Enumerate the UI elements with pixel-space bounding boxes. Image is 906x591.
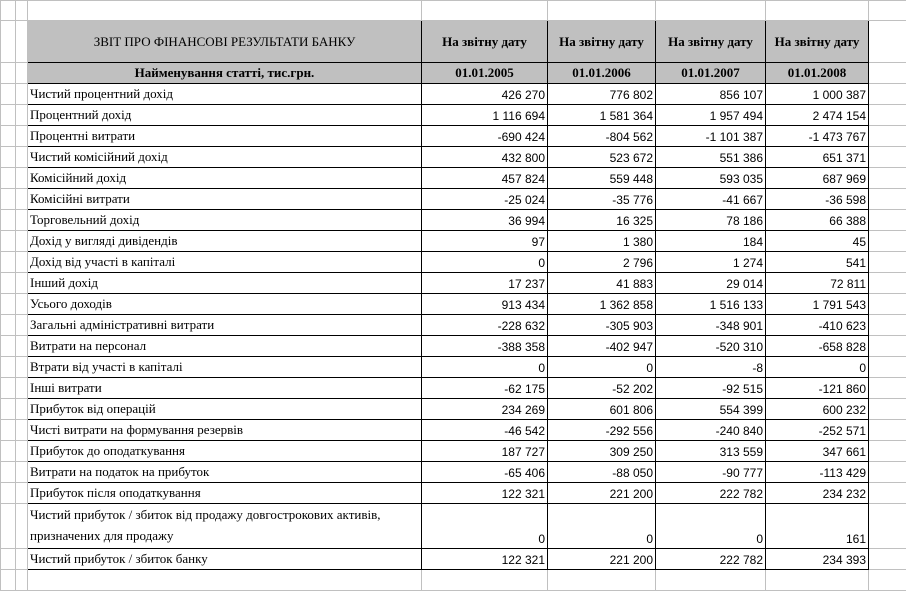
value-cell[interactable]: 2 796 — [548, 252, 656, 273]
empty-row — [1, 570, 906, 591]
cell[interactable] — [16, 504, 28, 549]
cell[interactable] — [869, 441, 906, 462]
cell[interactable] — [869, 294, 906, 315]
value-cell[interactable]: 0 — [548, 504, 656, 549]
cell[interactable] — [766, 570, 869, 591]
value-cell[interactable]: 457 824 — [422, 168, 548, 189]
cell[interactable] — [1, 231, 16, 252]
cell[interactable] — [16, 462, 28, 483]
cell[interactable] — [1, 336, 16, 357]
cell[interactable] — [16, 315, 28, 336]
value-cell[interactable]: -25 024 — [422, 189, 548, 210]
cell[interactable] — [869, 210, 906, 231]
value-cell[interactable]: 347 661 — [766, 441, 869, 462]
cell[interactable] — [869, 420, 906, 441]
item-name-header[interactable]: Найменування статті, тис.грн. — [28, 63, 422, 84]
value-cell[interactable]: -228 632 — [422, 315, 548, 336]
value-cell[interactable]: 313 559 — [656, 441, 766, 462]
empty-row — [1, 1, 906, 21]
cell[interactable] — [1, 210, 16, 231]
table-row — [1, 189, 906, 210]
row-label[interactable]: Усього доходів — [28, 294, 422, 315]
date-header[interactable]: 01.01.2007 — [656, 63, 766, 84]
row-label[interactable]: Процентний дохід — [28, 105, 422, 126]
cell[interactable] — [16, 378, 28, 399]
cell[interactable] — [16, 399, 28, 420]
value-cell[interactable]: -121 860 — [766, 378, 869, 399]
value-cell[interactable]: 222 782 — [656, 549, 766, 570]
value-cell[interactable]: 432 800 — [422, 147, 548, 168]
value-cell[interactable]: 1 516 133 — [656, 294, 766, 315]
row-label[interactable]: Дохід у вигляді дивідендів — [28, 231, 422, 252]
value-cell[interactable]: -402 947 — [548, 336, 656, 357]
table-row — [1, 315, 906, 336]
column-header[interactable]: На звітну дату — [766, 21, 869, 63]
value-cell[interactable]: 1 791 543 — [766, 294, 869, 315]
value-cell[interactable]: -90 777 — [656, 462, 766, 483]
value-cell[interactable]: 16 325 — [548, 210, 656, 231]
value-cell[interactable]: 0 — [548, 357, 656, 378]
row-label[interactable]: Торговельний дохід — [28, 210, 422, 231]
cell[interactable] — [16, 147, 28, 168]
value-cell[interactable]: 1 957 494 — [656, 105, 766, 126]
cell[interactable] — [16, 273, 28, 294]
cell[interactable] — [1, 168, 16, 189]
value-cell[interactable]: 551 386 — [656, 147, 766, 168]
value-cell[interactable]: -113 429 — [766, 462, 869, 483]
value-cell[interactable]: -388 358 — [422, 336, 548, 357]
value-cell[interactable]: 554 399 — [656, 399, 766, 420]
value-cell[interactable]: -520 310 — [656, 336, 766, 357]
cell[interactable] — [548, 1, 656, 21]
value-cell[interactable]: 72 811 — [766, 273, 869, 294]
value-cell[interactable]: 1 362 858 — [548, 294, 656, 315]
value-cell[interactable]: 222 782 — [656, 483, 766, 504]
value-cell[interactable]: 1 581 364 — [548, 105, 656, 126]
value-cell[interactable]: 1 000 387 — [766, 84, 869, 105]
row-label[interactable]: Чистий прибуток / збиток банку — [28, 549, 422, 570]
value-cell[interactable]: 221 200 — [548, 483, 656, 504]
table-row — [1, 336, 906, 357]
value-cell[interactable]: 2 474 154 — [766, 105, 869, 126]
value-cell[interactable]: 161 — [766, 504, 869, 549]
cell[interactable] — [16, 1, 28, 21]
value-cell[interactable]: -36 598 — [766, 189, 869, 210]
cell[interactable] — [1, 252, 16, 273]
cell[interactable] — [869, 378, 906, 399]
cell[interactable] — [869, 570, 906, 591]
cell[interactable] — [1, 441, 16, 462]
table-row — [1, 441, 906, 462]
column-header[interactable]: На звітну дату — [656, 21, 766, 63]
cell[interactable] — [16, 231, 28, 252]
cell[interactable] — [1, 570, 16, 591]
row-label[interactable]: Загальні адміністративні витрати — [28, 315, 422, 336]
cell[interactable] — [1, 462, 16, 483]
cell[interactable] — [16, 336, 28, 357]
cell[interactable] — [869, 315, 906, 336]
value-cell[interactable]: -804 562 — [548, 126, 656, 147]
cell[interactable] — [1, 420, 16, 441]
value-cell[interactable]: 29 014 — [656, 273, 766, 294]
value-cell[interactable]: -658 828 — [766, 336, 869, 357]
header-row — [1, 21, 906, 63]
value-cell[interactable]: 600 232 — [766, 399, 869, 420]
value-cell[interactable]: -690 424 — [422, 126, 548, 147]
report-title[interactable]: ЗВІТ ПРО ФІНАНСОВІ РЕЗУЛЬТАТИ БАНКУ — [28, 21, 422, 63]
value-cell[interactable]: 234 269 — [422, 399, 548, 420]
value-cell[interactable]: 17 237 — [422, 273, 548, 294]
value-cell[interactable]: 1 116 694 — [422, 105, 548, 126]
value-cell[interactable]: -46 542 — [422, 420, 548, 441]
table-row — [1, 147, 906, 168]
value-cell[interactable]: 221 200 — [548, 549, 656, 570]
value-cell[interactable]: 234 232 — [766, 483, 869, 504]
value-cell[interactable]: 234 393 — [766, 549, 869, 570]
table-row — [1, 168, 906, 189]
value-cell[interactable]: 187 727 — [422, 441, 548, 462]
cell[interactable] — [869, 483, 906, 504]
cell[interactable] — [1, 294, 16, 315]
cell[interactable] — [1, 105, 16, 126]
table-row — [1, 420, 906, 441]
row-label[interactable]: Інший дохід — [28, 273, 422, 294]
cell[interactable] — [16, 570, 28, 591]
value-cell[interactable]: -410 623 — [766, 315, 869, 336]
value-cell[interactable]: -41 667 — [656, 189, 766, 210]
value-cell[interactable]: 36 994 — [422, 210, 548, 231]
value-cell[interactable]: -65 406 — [422, 462, 548, 483]
value-cell[interactable]: 541 — [766, 252, 869, 273]
table-row — [1, 105, 906, 126]
cell[interactable] — [1, 357, 16, 378]
row-label[interactable]: Інші витрати — [28, 378, 422, 399]
value-cell[interactable]: 0 — [422, 357, 548, 378]
value-cell[interactable]: -8 — [656, 357, 766, 378]
cell[interactable] — [28, 570, 422, 591]
value-cell[interactable]: -240 840 — [656, 420, 766, 441]
value-cell[interactable]: 97 — [422, 231, 548, 252]
value-cell[interactable]: 184 — [656, 231, 766, 252]
cell[interactable] — [869, 273, 906, 294]
cell[interactable] — [16, 210, 28, 231]
table-row — [1, 252, 906, 273]
value-cell[interactable]: -62 175 — [422, 378, 548, 399]
cell[interactable] — [16, 168, 28, 189]
value-cell[interactable]: 122 321 — [422, 549, 548, 570]
value-cell[interactable]: -1 101 387 — [656, 126, 766, 147]
cell[interactable] — [1, 483, 16, 504]
value-cell[interactable]: -52 202 — [548, 378, 656, 399]
cell[interactable] — [869, 549, 906, 570]
value-cell[interactable]: -252 571 — [766, 420, 869, 441]
cell[interactable] — [656, 570, 766, 591]
value-cell[interactable]: 0 — [422, 504, 548, 549]
column-header[interactable]: На звітну дату — [422, 21, 548, 63]
cell[interactable] — [869, 147, 906, 168]
cell[interactable] — [16, 549, 28, 570]
value-cell[interactable]: -305 903 — [548, 315, 656, 336]
date-header[interactable]: 01.01.2005 — [422, 63, 548, 84]
date-header-row — [1, 63, 906, 84]
cell[interactable] — [16, 21, 28, 63]
cell[interactable] — [16, 84, 28, 105]
value-cell[interactable]: 41 883 — [548, 273, 656, 294]
value-cell[interactable]: 66 388 — [766, 210, 869, 231]
cell[interactable] — [1, 21, 16, 63]
row-label[interactable]: Прибуток до оподаткування — [28, 441, 422, 462]
value-cell[interactable]: 601 806 — [548, 399, 656, 420]
value-cell[interactable]: 776 802 — [548, 84, 656, 105]
table-row — [1, 126, 906, 147]
cell[interactable] — [1, 63, 16, 84]
value-cell[interactable]: 78 186 — [656, 210, 766, 231]
cell[interactable] — [869, 126, 906, 147]
value-cell[interactable]: 0 — [656, 504, 766, 549]
value-cell[interactable]: 593 035 — [656, 168, 766, 189]
value-cell[interactable]: 0 — [422, 252, 548, 273]
value-cell[interactable]: 687 969 — [766, 168, 869, 189]
cell[interactable] — [422, 1, 548, 21]
cell[interactable] — [1, 378, 16, 399]
date-header[interactable]: 01.01.2008 — [766, 63, 869, 84]
row-label[interactable]: Витрати на податок на прибуток — [28, 462, 422, 483]
value-cell[interactable]: 559 448 — [548, 168, 656, 189]
cell[interactable] — [1, 189, 16, 210]
value-cell[interactable]: -348 901 — [656, 315, 766, 336]
table-row — [1, 483, 906, 504]
date-header[interactable]: 01.01.2006 — [548, 63, 656, 84]
value-cell[interactable]: -1 473 767 — [766, 126, 869, 147]
value-cell[interactable]: 1 274 — [656, 252, 766, 273]
cell[interactable] — [1, 126, 16, 147]
table-row — [1, 357, 906, 378]
cell[interactable] — [16, 252, 28, 273]
cell[interactable] — [869, 357, 906, 378]
table-row — [1, 273, 906, 294]
table-row — [1, 549, 906, 570]
cell[interactable] — [869, 231, 906, 252]
row-label[interactable]: Комісійний дохід — [28, 168, 422, 189]
cell[interactable] — [869, 168, 906, 189]
row-label[interactable]: Чистий процентний дохід — [28, 84, 422, 105]
table-row — [1, 462, 906, 483]
row-label[interactable]: Процентні витрати — [28, 126, 422, 147]
cell[interactable] — [16, 294, 28, 315]
cell[interactable] — [869, 63, 906, 84]
cell[interactable] — [869, 504, 906, 549]
cell[interactable] — [16, 420, 28, 441]
value-cell[interactable]: -92 515 — [656, 378, 766, 399]
table-row — [1, 210, 906, 231]
value-cell[interactable]: 1 380 — [548, 231, 656, 252]
cell[interactable] — [16, 441, 28, 462]
cell[interactable] — [16, 63, 28, 84]
cell[interactable] — [869, 105, 906, 126]
value-cell[interactable]: -35 776 — [548, 189, 656, 210]
table-row — [1, 399, 906, 420]
cell[interactable] — [656, 1, 766, 21]
cell[interactable] — [869, 462, 906, 483]
cell[interactable] — [422, 570, 548, 591]
row-label[interactable]: Втрати від участі в капіталі — [28, 357, 422, 378]
cell[interactable] — [1, 315, 16, 336]
cell[interactable] — [16, 105, 28, 126]
cell[interactable] — [869, 21, 906, 63]
cell[interactable] — [1, 273, 16, 294]
value-cell[interactable]: 309 250 — [548, 441, 656, 462]
value-cell[interactable]: -88 050 — [548, 462, 656, 483]
cell[interactable] — [869, 1, 906, 21]
value-cell[interactable]: 426 270 — [422, 84, 548, 105]
cell[interactable] — [766, 1, 869, 21]
value-cell[interactable]: 0 — [766, 357, 869, 378]
cell[interactable] — [869, 189, 906, 210]
row-label[interactable]: Комісійні витрати — [28, 189, 422, 210]
row-label[interactable]: Дохід від участі в капіталі — [28, 252, 422, 273]
cell[interactable] — [869, 84, 906, 105]
row-label[interactable]: Прибуток від операцій — [28, 399, 422, 420]
cell[interactable] — [1, 399, 16, 420]
cell[interactable] — [869, 336, 906, 357]
table-row — [1, 294, 906, 315]
cell[interactable] — [1, 504, 16, 549]
cell[interactable] — [869, 399, 906, 420]
column-header[interactable]: На звітну дату — [548, 21, 656, 63]
cell[interactable] — [16, 126, 28, 147]
value-cell[interactable]: 913 434 — [422, 294, 548, 315]
value-cell[interactable]: 856 107 — [656, 84, 766, 105]
cell[interactable] — [1, 1, 16, 21]
row-label[interactable]: Чистий комісійний дохід — [28, 147, 422, 168]
value-cell[interactable]: 122 321 — [422, 483, 548, 504]
cell[interactable] — [16, 483, 28, 504]
table-row — [1, 84, 906, 105]
row-label[interactable]: Витрати на персонал — [28, 336, 422, 357]
cell[interactable] — [1, 147, 16, 168]
row-label[interactable]: Чистий прибуток / збиток від продажу довгострокових активів, призначених для продажу — [28, 504, 422, 549]
row-label[interactable]: Чисті витрати на формування резервів — [28, 420, 422, 441]
value-cell[interactable]: 523 672 — [548, 147, 656, 168]
value-cell[interactable]: 651 371 — [766, 147, 869, 168]
cell[interactable] — [16, 357, 28, 378]
value-cell[interactable]: 45 — [766, 231, 869, 252]
value-cell[interactable]: -292 556 — [548, 420, 656, 441]
cell[interactable] — [1, 84, 16, 105]
row-label[interactable]: Прибуток після оподаткування — [28, 483, 422, 504]
table-row — [1, 504, 906, 549]
cell[interactable] — [16, 189, 28, 210]
cell[interactable] — [869, 252, 906, 273]
cell[interactable] — [548, 570, 656, 591]
cell[interactable] — [28, 1, 422, 21]
table-row — [1, 378, 906, 399]
table-row — [1, 231, 906, 252]
cell[interactable] — [1, 549, 16, 570]
